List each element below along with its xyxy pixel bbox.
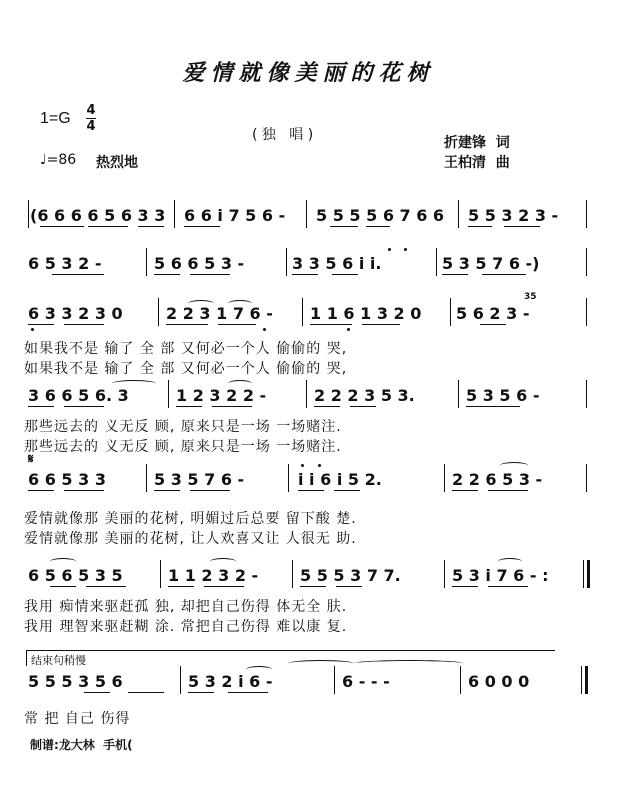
bar-line [586,200,587,228]
slur [500,462,528,469]
bar-line [286,248,287,276]
beam [176,406,202,407]
beam [334,490,360,491]
beam [128,692,164,693]
bar-line [174,200,175,228]
notation-line: 5 5 5 3 5 6 5 3 2 i 6 - 6 - - - 6 0 0 0 [28,672,530,691]
beam [292,274,318,275]
beam [298,490,324,491]
low-octave-dot [347,328,350,331]
ending-label: 结束句稍慢 [26,650,555,666]
beam [154,490,180,491]
beam [166,324,208,325]
beam [228,692,268,693]
notation-line: 6 5 3 2 - 5 6 6 5 3 - 3 3 5 6 i i. 5 3 5 7 6 -) [28,254,540,273]
beam [40,226,84,227]
bar-line [146,464,147,492]
beam [168,586,194,587]
beam [442,274,468,275]
lyrics-verse-1: 如果我不是 输了 全 部 又何必一个人 偷偷的 哭, [24,341,348,357]
lyrics-verse-2: 爱情就像那 美丽的花树, 让人欢喜又让 人很无 助. [24,531,357,547]
lyrics-verse-1: 我用 痴情来驱赶孤 独, 却把自己伤得 体无全 肤. [24,599,348,615]
low-octave-dot [31,328,34,331]
beam [466,406,520,407]
bar-line [302,298,303,326]
bar-line [158,298,159,326]
slur [50,558,76,565]
beam [218,324,256,325]
notation-line: 6 6 5 3 3 5 3 5 7 6 - i i 6 i 5 2. 2 2 6 5 3 - [28,470,543,489]
beam [50,586,76,587]
performance-mode: ( 独 唱 ) [252,127,314,143]
beam [84,692,110,693]
bar-line [444,464,445,492]
beam [310,324,352,325]
bar-line [450,298,451,326]
beam [52,274,104,275]
beam [314,406,340,407]
beam [88,226,128,227]
bar-line [444,560,445,588]
lyricist-credit: 折建锋 词 [444,135,510,151]
slur [354,660,464,667]
notation-line: 3 6 6 5 6. 3 1 2 3 2 2 - 2 2 2 3 5 3. 5 3 5 6 - [28,386,540,405]
segno-sign: 𝄋 [28,452,34,467]
bar-line [334,666,335,694]
key-signature: 1=G [40,110,71,127]
lyrics-verse-2: 如果我不是 输了 全 部 又何必一个人 偷偷的 哭, [24,361,348,377]
beam [190,274,230,275]
beam [452,586,478,587]
lyrics-verse-1: 常 把 自己 伤得 [24,711,131,727]
bar-line [28,200,29,228]
beam [212,406,252,407]
high-octave-dot [404,248,407,251]
slur [188,300,214,307]
slur [246,666,272,673]
bar-line [288,464,289,492]
bar-line [180,666,181,694]
grace-note: 35 [524,292,537,302]
bar-line [586,298,587,326]
bar-line [460,666,461,694]
repeat-bar-line-thick [587,560,590,588]
style-marking: 热烈地 [96,155,138,171]
time-signature [86,104,96,133]
bar-line [586,248,587,276]
slur [210,558,236,565]
beam [28,490,54,491]
beam [452,490,478,491]
bar-line [586,464,587,492]
bar-line [458,200,459,228]
slur [498,558,522,565]
slur [288,660,354,667]
bar-line [160,560,161,588]
beam [64,406,104,407]
bar-line [306,200,307,228]
slur [228,300,252,307]
time-signature-top: 4 [86,103,96,118]
beam [362,324,400,325]
lyrics-verse-2: 那些远去的 义无反 顾, 原来只是一场 一场赌注. [24,439,342,455]
song-title: 爱情就像美丽的花树 [182,60,435,86]
final-bar-line [581,666,582,694]
beam [350,406,376,407]
high-octave-dot [301,464,304,467]
tempo-marking: ♩=86 [40,152,77,168]
beam [64,324,104,325]
beam [488,586,528,587]
slur [228,380,252,387]
final-bar-line-thick [585,666,588,694]
beam [154,274,180,275]
beam [184,226,220,227]
bar-line [458,380,459,408]
beam [188,692,214,693]
bar-line [292,560,293,588]
beam [64,490,104,491]
lyrics-verse-1: 爱情就像那 美丽的花树, 明媚过后总要 留下酸 楚. [24,511,357,527]
bar-line [168,380,169,408]
beam [138,226,164,227]
low-octave-dot [263,328,266,331]
beam [86,586,126,587]
beam [468,226,492,227]
composer-credit: 王柏清 曲 [444,155,510,171]
bar-line [146,248,147,276]
beam [28,406,54,407]
beam [336,586,362,587]
beam [204,586,244,587]
bar-line [586,380,587,408]
lyrics-verse-1: 那些远去的 义无反 顾, 原来只是一场 一场赌注. [24,419,342,435]
notation-line: (6 6 6 6 5 6 3 3 6 6 i 7 5 6 - 5 5 5 5 6 7 6 6 5 5 3 2 3 - [30,206,559,225]
beam [504,226,540,227]
high-octave-dot [318,464,321,467]
beam [482,274,526,275]
beam [300,586,326,587]
footer-credit: 制谱:龙大林 手机( [30,738,133,752]
beam [488,490,528,491]
lyrics-verse-2: 我用 理智来驱赶糊 涂. 常把自己伤得 难以康 复. [24,619,348,635]
high-octave-dot [388,248,391,251]
notation-line: 6 5 6 5 3 5 1 1 2 3 2 - 5 5 5 3 7 7. 5 3 i 7 6 - : [28,566,549,585]
beam [190,490,230,491]
slur [112,380,156,387]
time-signature-bottom: 4 [86,119,96,134]
bar-line [436,248,437,276]
bar-line [306,380,307,408]
beam [28,324,54,325]
beam [332,274,358,275]
notation-line: 6 3 3 2 3 0 2 2 3 1 7 6 - 1 1 6 1 3 2 0 5 6 2 3 - [28,304,530,323]
repeat-bar-line [583,560,584,588]
beam [480,324,506,325]
beam [330,226,358,227]
beam [366,226,390,227]
